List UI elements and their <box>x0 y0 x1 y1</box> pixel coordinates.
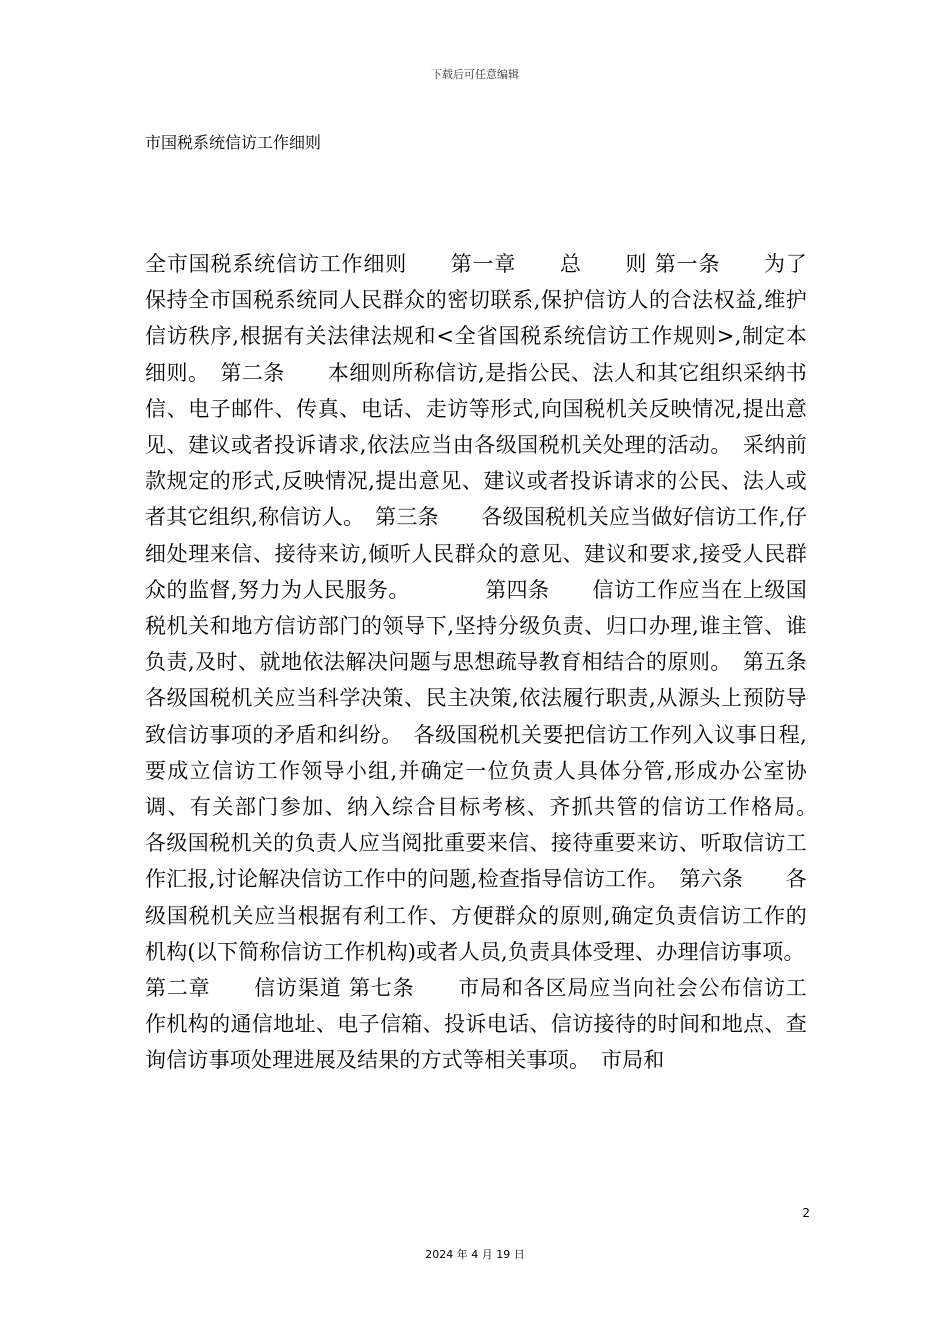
document-body <box>145 246 850 1079</box>
page-number: 2 <box>802 1206 810 1220</box>
document-title: 市国税系统信访工作细则 <box>145 133 322 152</box>
paragraph-chapter-two: 第二章 信访渠道 第七条 市局和各区局应当向社会公布信访工作机构的通信地址、电子信箱、投诉电话、信访接待的时间和地点、查询信访事项处理进展及结果的方式等相关事项。 市局和 <box>145 976 807 1073</box>
footer-date: 2024 年 4 月 19 日 <box>425 1248 525 1261</box>
header-note: 下载后可任意编辑 <box>431 68 519 81</box>
paragraph-chapter-one: 全市国税系统信访工作细则 第一章 总 则 第一条 为了保持全市国税系统同人民群众的密切联系,保护信访人的合法权益,维护信访秩序,根据有关法律法规和<全省国税系统信访工作规则>,制定本细则。 第二条 本细则所称信访,是指公民、法人和其它组织采纳书信、电子邮件、传真、电话、走访等形式,向国税机关反映情况,提出意见、建议或者投诉请求,依法应当由各级国税机关处理的活动。 采纳前款规定的形式,反映情况,提出意见、建议或者投诉请求的公民、法人或者其它组织,称信访人。 第三条 各级国税机关应当做好信访工作,仔细处理来信、接待来访,倾听人民群众的意见、建议和要求,接受人民群众的监督,努力为人民服务。 第四条 信访工作应当在上级国税机关和地方信访部门的领导下,坚持分级负责、归口办理,谁主管、谁负责,及时、就地依法解决问题与思想疏导教育相结合的原则。 第五条 各级国税机关应当科学决策、民主决策,依法履行职责,从源头上预防导致信访事项的矛盾和纠纷。 各级国税机关要把信访工作列入议事日程,要成立信访工作领导小组,并确定一位负责人具体分管,形成办公室协调、有关部门参加、纳入综合目标考核、齐抓共管的信访工作格局。 各级国税机关的负责人应当阅批重要来信、接待重要来访、听取信访工作汇报,讨论解决信访工作中的问题,检查指导信访工作。 第六条 各级国税机关应当根据有利工作、方便群众的原则,确定负责信访工作的机构(以下简称信访工作机构)或者人员,负责具体受理、办理信访事项。 <box>145 252 850 964</box>
